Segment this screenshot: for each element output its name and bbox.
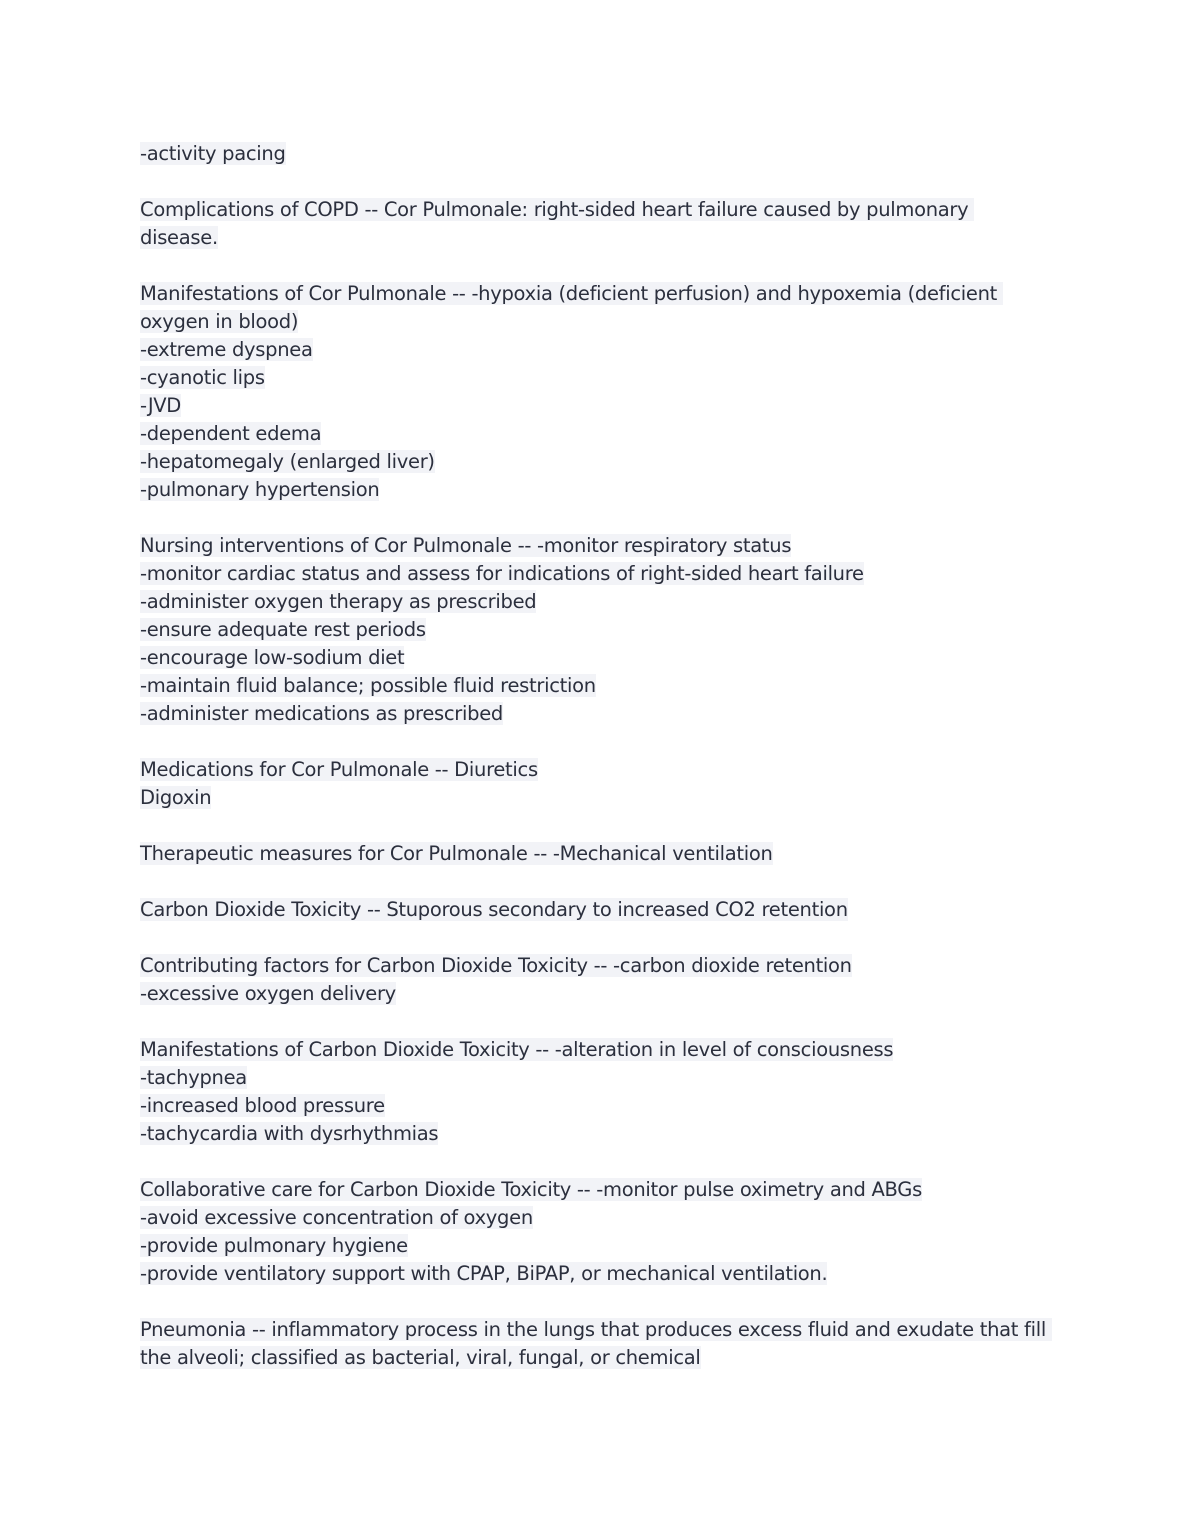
text-run: -cyanotic lips [140,366,265,389]
flashcard-entry [140,1176,1050,1288]
text-run: -tachycardia with dysrhythmias [140,1122,439,1145]
flashcard-entry [140,196,1050,252]
entry-detail-line [140,784,1050,812]
flashcard-entry [140,280,1050,504]
text-run: Digoxin [140,786,212,809]
entry-heading-line [140,896,1050,924]
text-run: Nursing interventions of Cor Pulmonale -- -monitor respiratory status [140,534,792,557]
entry-detail-line [140,476,1050,504]
entry-detail-line [140,420,1050,448]
entry-detail-line [140,672,1050,700]
entry-heading-line [140,280,1050,336]
entry-heading-line [140,1036,1050,1064]
text-run: Contributing factors for Carbon Dioxide Toxicity -- -carbon dioxide retention [140,954,852,977]
text-run: -excessive oxygen delivery [140,982,396,1005]
text-run: -tachypnea [140,1066,247,1089]
text-run: Therapeutic measures for Cor Pulmonale -- -Mechanical ventilation [140,842,773,865]
text-run: -activity pacing [140,142,286,165]
entry-heading-line [140,1316,1050,1372]
entry-detail-line [140,616,1050,644]
entry-detail-line [140,1204,1050,1232]
text-run: -JVD [140,394,182,417]
entry-heading-line [140,140,1050,168]
flashcard-entry [140,532,1050,728]
entry-detail-line [140,364,1050,392]
entry-detail-line [140,560,1050,588]
text-run: Pneumonia -- inflammatory process in the lungs that produces excess fluid and exudate that fill the alveoli; classified as bacterial, viral, fungal, or chemical [140,1318,1052,1369]
flashcard-entry [140,952,1050,1008]
entry-detail-line [140,1092,1050,1120]
text-run: Collaborative care for Carbon Dioxide Toxicity -- -monitor pulse oximetry and ABGs [140,1178,922,1201]
text-run: Carbon Dioxide Toxicity -- Stuporous secondary to increased CO2 retention [140,898,848,921]
entry-detail-line [140,336,1050,364]
entry-heading-line [140,756,1050,784]
entry-detail-line [140,644,1050,672]
text-run: Manifestations of Carbon Dioxide Toxicity -- -alteration in level of consciousness [140,1038,894,1061]
flashcard-entry [140,1316,1050,1372]
text-run: -encourage low-sodium diet [140,646,405,669]
flashcard-entry [140,896,1050,924]
entry-detail-line [140,1232,1050,1260]
text-run: Complications of COPD -- Cor Pulmonale: right-sided heart failure caused by pulmonary disease. [140,198,975,249]
text-run: -extreme dyspnea [140,338,313,361]
text-run: -provide pulmonary hygiene [140,1234,408,1257]
text-run: -monitor cardiac status and assess for indications of right-sided heart failure [140,562,864,585]
document-page [140,140,1050,1400]
entry-detail-line [140,448,1050,476]
text-run: Manifestations of Cor Pulmonale -- -hypoxia (deficient perfusion) and hypoxemia (deficient oxygen in blood) [140,282,1003,333]
text-run: Medications for Cor Pulmonale -- Diuretics [140,758,538,781]
flashcard-entry [140,140,1050,168]
text-run: -dependent edema [140,422,322,445]
entry-heading-line [140,196,1050,252]
entry-detail-line [140,700,1050,728]
text-run: -pulmonary hypertension [140,478,380,501]
text-run: -avoid excessive concentration of oxygen [140,1206,533,1229]
text-run: -administer medications as prescribed [140,702,503,725]
flashcard-entry [140,756,1050,812]
entry-heading-line [140,840,1050,868]
entry-heading-line [140,952,1050,980]
text-run: -provide ventilatory support with CPAP, BiPAP, or mechanical ventilation. [140,1262,828,1285]
entry-detail-line [140,1120,1050,1148]
text-run: -hepatomegaly (enlarged liver) [140,450,435,473]
entry-detail-line [140,392,1050,420]
entry-detail-line [140,980,1050,1008]
text-run: -increased blood pressure [140,1094,385,1117]
text-run: -ensure adequate rest periods [140,618,426,641]
entry-heading-line [140,532,1050,560]
entry-detail-line [140,588,1050,616]
flashcard-entry [140,840,1050,868]
entry-detail-line [140,1064,1050,1092]
entry-heading-line [140,1176,1050,1204]
flashcard-entry [140,1036,1050,1148]
text-run: -administer oxygen therapy as prescribed [140,590,537,613]
entry-detail-line [140,1260,1050,1288]
text-run: -maintain fluid balance; possible fluid restriction [140,674,596,697]
